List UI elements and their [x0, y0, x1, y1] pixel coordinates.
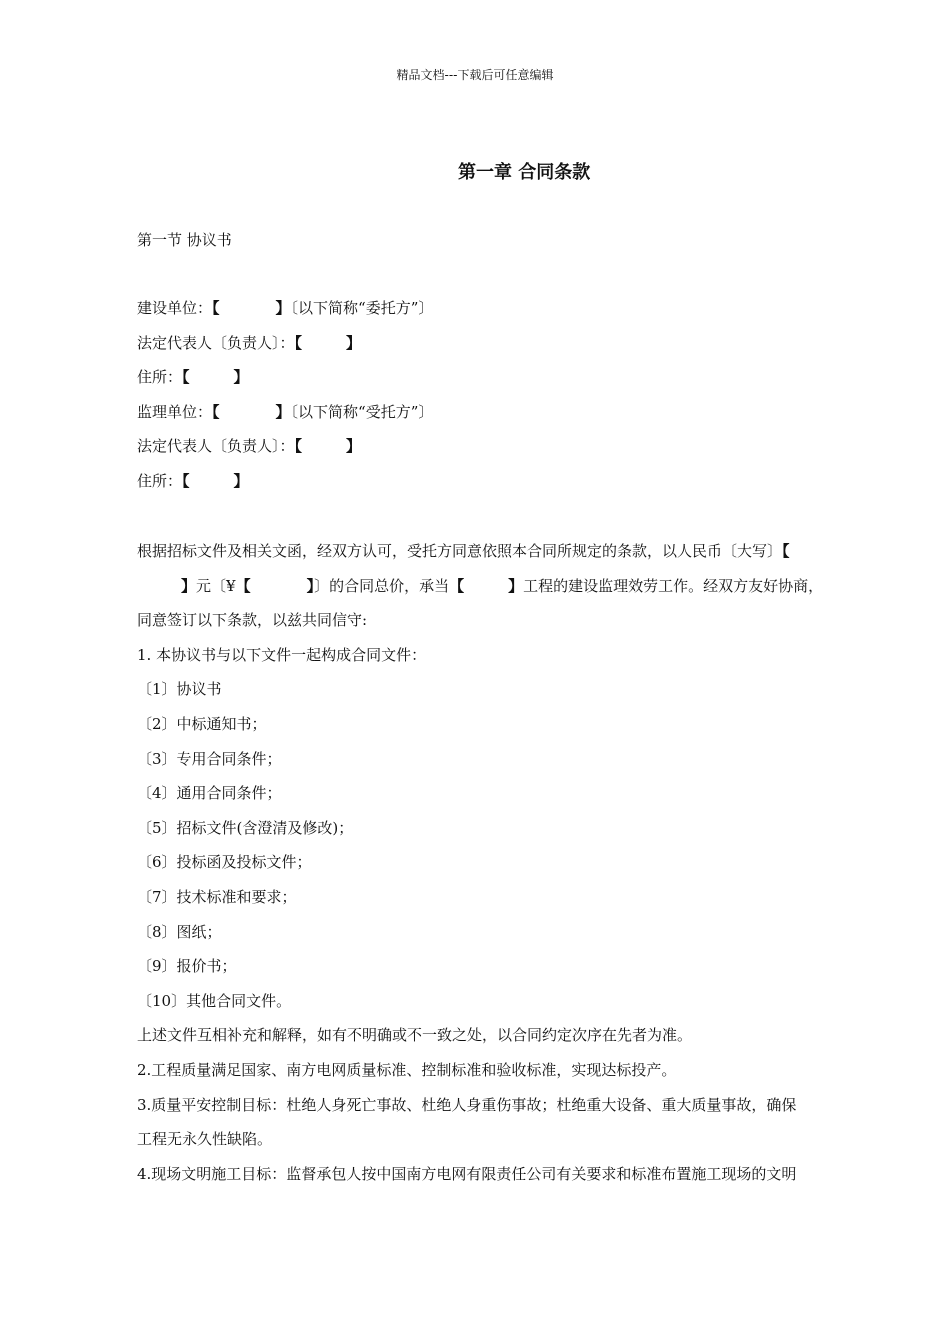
- bracket-close: 】: [275, 299, 291, 317]
- client-line: [137, 291, 877, 326]
- client-suffix: 〔以下简称“委托方”〕: [290, 299, 434, 317]
- precedence-clause: 上述文件互相补充和解释，如有不明确或不一致之处，以合同约定次序在先者为准。: [137, 1026, 693, 1045]
- supervisor-rep-line: [137, 429, 877, 464]
- bracket-close: 】: [181, 576, 197, 595]
- document-item: 〔1〕协议书: [137, 680, 222, 699]
- bracket-close: 】: [508, 576, 524, 595]
- document-item: 〔5〕招标文件(含澄清及修改)；: [137, 818, 354, 837]
- page-header-note: 精品文档---下载后可任意编辑: [396, 68, 554, 82]
- bracket-open: 【: [449, 576, 465, 595]
- document-item: 〔6〕投标函及投标文件；: [137, 853, 312, 872]
- chapter-title: 第一章 合同条款: [458, 162, 591, 183]
- document-item: 〔4〕通用合同条件；: [137, 784, 282, 803]
- document-item: 〔3〕专用合同条件；: [137, 749, 282, 768]
- document-item: 〔7〕技术标准和要求；: [137, 887, 297, 906]
- bracket-close: 】: [306, 576, 315, 595]
- item-2: 2.工程质量满足国家、南方电网质量标准、控制标准和验收标准，实现达标投产。: [137, 1060, 677, 1079]
- bracket-open: 【: [182, 368, 190, 387]
- supervisor-label: 监理单位：: [137, 402, 213, 421]
- document-item: 〔8〕图纸；: [137, 922, 222, 941]
- client-label: 建设单位：: [137, 299, 213, 317]
- supervisor-suffix: 〔以下简称“受托方”〕: [290, 402, 434, 421]
- bracket-open: 【: [212, 299, 220, 317]
- parties-block: [137, 291, 877, 499]
- bracket-open: 【: [212, 402, 220, 421]
- bracket-close: 】: [233, 368, 249, 387]
- client-address-line: [137, 360, 877, 395]
- document-item: 〔9〕报价书；: [137, 957, 237, 976]
- bracket-close: 】: [346, 437, 362, 456]
- supervisor-rep-label: 法定代表人〔负责人〕：: [137, 437, 295, 456]
- bracket-open: 【: [782, 542, 790, 560]
- bracket-close: 】: [346, 333, 362, 352]
- bracket-close: 】: [275, 402, 291, 421]
- item-3-line-1: 3.质量平安控制目标：杜绝人身死亡事故、杜绝人身重伤事故；杜绝重大设备、重大质量事故，确保: [137, 1095, 797, 1114]
- intro-text-b: 元〔¥: [196, 576, 236, 595]
- supervisor-address-line: [137, 464, 877, 499]
- bracket-close: 】: [233, 471, 249, 490]
- item-3-line-2: 工程无永久性缺陷。: [137, 1130, 273, 1149]
- client-rep-line: [137, 326, 877, 361]
- supervisor-line: [137, 395, 877, 430]
- document-item: 〔10〕其他合同文件。: [137, 991, 292, 1010]
- client-address-label: 住所：: [137, 368, 183, 387]
- intro-text-c: 〕的合同总价，承当: [314, 576, 450, 595]
- item-1: 1. 本协议书与以下文件一起构成合同文件：: [137, 645, 427, 664]
- intro-text-a: 根据招标文件及相关文函，经双方认可，受托方同意依照本合同所规定的条款，以人民币〔大写〕: [137, 542, 783, 560]
- bracket-open: 【: [182, 471, 190, 490]
- client-rep-label: 法定代表人〔负责人〕：: [137, 333, 295, 352]
- intro-text-d: 工程的建设监理效劳工作。经双方友好协商，: [523, 576, 824, 595]
- bracket-open: 【: [294, 333, 303, 352]
- bracket-open: 【: [294, 437, 303, 456]
- item-4: 4.现场文明施工目标：监督承包人按中国南方电网有限责任公司有关要求和标准布置施工现场的文明: [137, 1164, 797, 1183]
- section-title: 第一节 协议书: [137, 231, 232, 249]
- bracket-open: 【: [235, 576, 251, 595]
- intro-line-2: [137, 569, 877, 604]
- intro-line-1: [137, 534, 877, 569]
- intro-line-3: 同意签订以下条款，以兹共同信守:: [137, 611, 368, 630]
- agreement-body: [137, 534, 877, 1191]
- supervisor-address-label: 住所：: [137, 471, 183, 490]
- document-item: 〔2〕中标通知书；: [137, 714, 267, 733]
